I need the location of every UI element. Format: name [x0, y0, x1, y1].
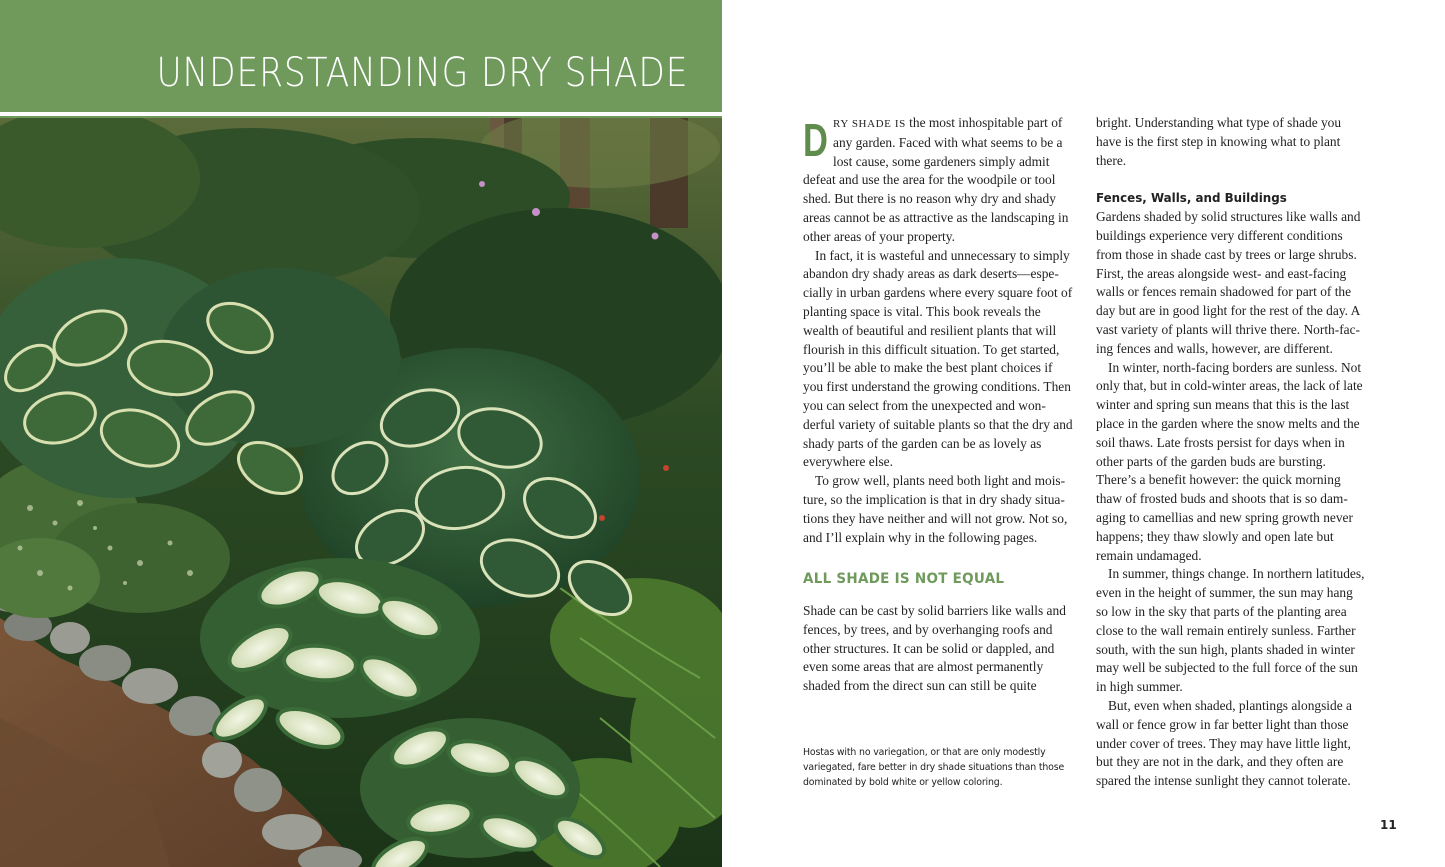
section-heading: ALL SHADE IS NOT EQUAL [803, 571, 1005, 587]
paragraph-7: In winter, north-facing borders are sunless. Not only that, but in cold-winter areas, the lack of late winter and spring sun means that this is the last place in the garden where the snow melts and the soil thaws. Late frosts persist for days when in other parts of the garden buds are bursting. There’s a benefit however: the quick morning thaw of frosted buds and shoots that is so damaging to camellias and new spring growth never happens; they thaw slowly and open late but remain undamaged. [1096, 359, 1363, 563]
text-column-1 [803, 114, 1073, 547]
text-column-2 [1096, 114, 1368, 791]
paragraph-8: In summer, things change. In northern latitudes, even in the height of summer, the sun may hang so low in the sky that parts of the planting area close to the wall remain entirely sunless. Farther south, with the sun high, plants shaded in winter may well be subjected to the full force of the sun in high summer. [1096, 566, 1365, 695]
paragraph-1: DRY SHADE IS the most inhospitable part of any garden. Faced with what seems to be a lost cause, some gardeners simply admit defeat and use the area for the woodpile or tool shed. But there is no reason why dry and shady areas cannot be as attractive as the landscaping in other areas of your property. [803, 114, 1069, 244]
paragraph-6: Gardens shaded by solid structures like walls and buildings experience very different conditions from those in shade cast by trees or large shrubs. First, the areas alongside west- and east-facing walls or fences remain shadowed for part of the day but are in good light for the rest of the day. A vast variety of plants will thrive there. North-facing fences and walls, however, are different. [1096, 209, 1361, 356]
photo-caption: Hostas with no variegation, or that are only modestly variegated, fare better in dry shade situations than those dominated by bold white or yellow coloring. [803, 747, 1065, 789]
lead-in: RY SHADE IS [833, 118, 906, 130]
paragraph-9: But, even when shaded, plantings alongside a wall or fence grow in far better light than those under cover of trees. They may have little light, but they are not in the dark, and they often are spared the intense sunlight they cannot tolerate. [1096, 697, 1352, 789]
garden-photo [0, 118, 722, 867]
paragraph-5: bright. Understanding what type of shade you have is the first step in knowing what to plant there. [1096, 115, 1342, 168]
subheading: Fences, Walls, and Buildings [1096, 190, 1287, 206]
paragraph-3: To grow well, plants need both light and moisture, so the implication is that in dry shady situations they have neither and will not grow. Not so, and I’ll explain why in the following pages. [803, 473, 1068, 545]
paragraph-2: In fact, it is wasteful and unnecessary to simply abandon dry shady areas as dark deserts—especially in urban gardens where every square foot of planting space is vital. This book reveals the wealth of beautiful and resilient plants that will flourish in this difficult situation. To get started, you’ll be able to make the best plant choices if you first understand the growing conditions. Then you can select from the unexpected and wonderful variety of suitable plants so that the dry and shady parts of the garden can be as lovely as everywhere else. [803, 247, 1073, 470]
chapter-title: UNDERSTANDING DRY SHADE [156, 50, 689, 96]
paragraph-4: Shade can be cast by solid barriers like walls and fences, by trees, and by overhanging roofs and other structures. It can be solid or dappled, and even some areas that are almost permanently shaded from the direct sun can still be quite [803, 603, 1066, 694]
page-number: 11 [1380, 818, 1397, 832]
left-page [0, 0, 722, 867]
drop-cap: D [803, 114, 828, 166]
text-column-1-lower [803, 602, 1073, 696]
